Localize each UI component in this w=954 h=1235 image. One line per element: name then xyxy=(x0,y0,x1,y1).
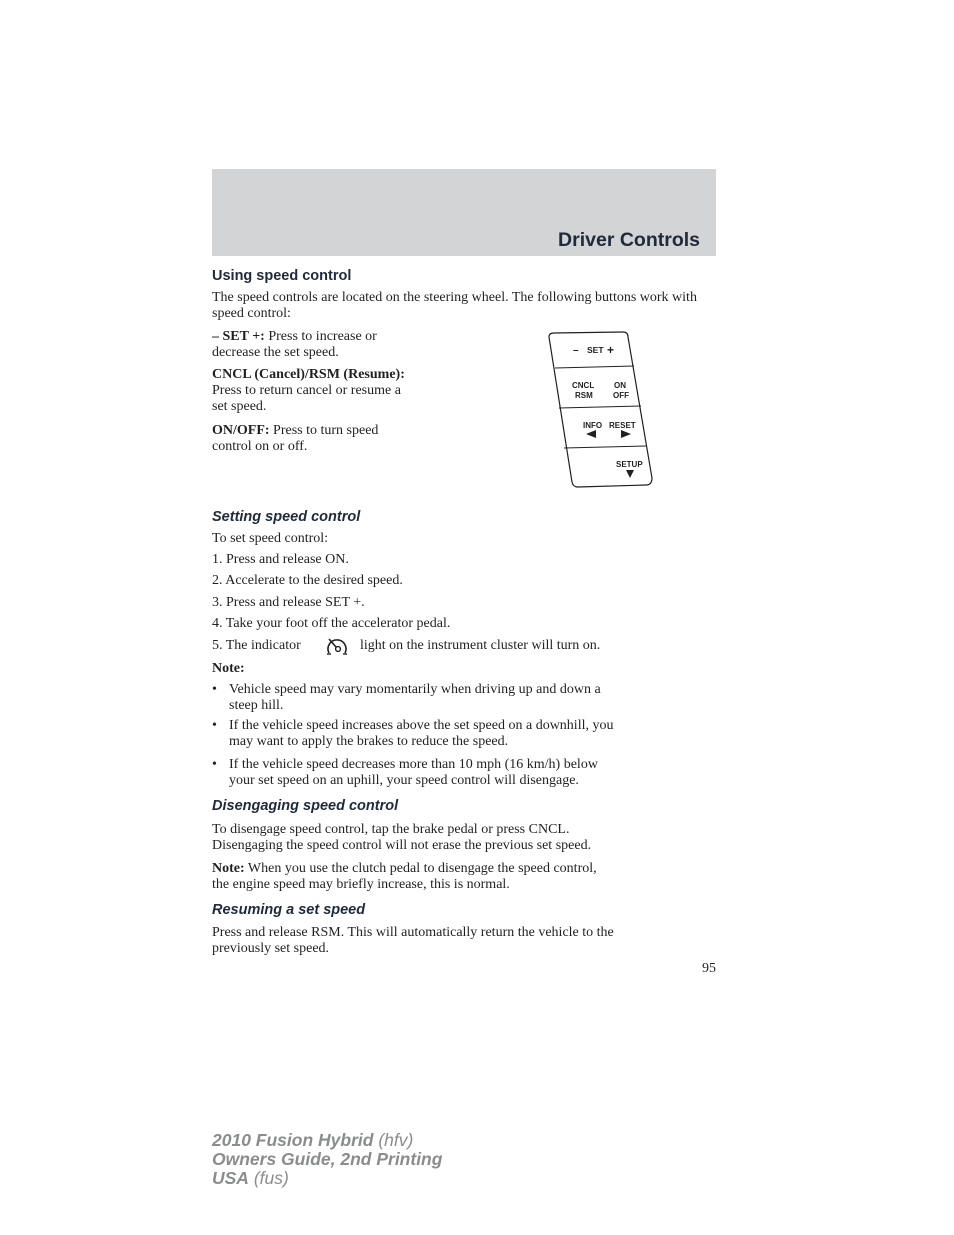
disengage-line-1: To disengage speed control, tap the brake pedal or press CNCL. xyxy=(212,822,570,837)
note-label-text: Note: xyxy=(212,661,245,676)
set-description xyxy=(212,329,377,361)
footer-market: USA xyxy=(212,1168,249,1188)
step-5: 5. The indicator xyxy=(212,638,301,653)
bullet-text-line: If the vehicle speed increases above the set speed on a downhill, you xyxy=(229,718,614,733)
footer-model-code: (hfv) xyxy=(378,1130,414,1150)
page-number: 95 xyxy=(702,961,716,976)
onoff-description xyxy=(212,423,378,455)
set-text-2: decrease the set speed. xyxy=(212,345,339,360)
clutch-note-line-2: the engine speed may briefly increase, this is normal. xyxy=(212,877,510,892)
resume-paragraph xyxy=(212,925,614,957)
footer-guide: Owners Guide, 2nd Printing xyxy=(212,1149,443,1169)
header-band xyxy=(212,169,716,256)
disengage-line-2: Disengaging the speed control will not erase the previous set speed. xyxy=(212,838,592,853)
onoff-text-1: Press to turn speed xyxy=(273,423,379,438)
set-label: – SET +: xyxy=(212,329,265,344)
bullet-text-line: If the vehicle speed decreases more than 10 mph (16 km/h) below xyxy=(229,757,598,772)
info-button-label: INFO xyxy=(583,421,603,430)
cncl-label: CNCL (Cancel)/RSM (Resume): xyxy=(212,367,405,382)
cncl-text-1: Press to return cancel or resume a xyxy=(212,383,401,398)
minus-label: – xyxy=(573,345,579,356)
footer-model: 2010 Fusion Hybrid xyxy=(212,1130,374,1150)
resume-line-1: Press and release RSM. This will automatically return the vehicle to the xyxy=(212,925,614,940)
bullet-text-line: Vehicle speed may vary momentarily when driving up and down a xyxy=(229,682,601,697)
off-button-label: OFF xyxy=(613,391,629,400)
speed-control-buttons-diagram xyxy=(540,328,660,492)
intro-paragraph: The speed controls are located on the steering wheel. The following buttons work with speed control: xyxy=(212,290,697,321)
heading-using-speed-control: Using speed control xyxy=(212,268,352,284)
clutch-note-label: Note: xyxy=(212,861,245,876)
onoff-text-2: control on or off. xyxy=(212,439,308,454)
set-text-1: Press to increase or xyxy=(268,329,377,344)
reset-button-label: RESET xyxy=(609,421,636,430)
bullet-dot-icon: • xyxy=(212,718,217,733)
cncl-description xyxy=(212,367,405,415)
cncl-button-label: CNCL xyxy=(572,381,595,390)
plus-label: + xyxy=(607,343,615,357)
step-4: 4. Take your foot off the accelerator pedal. xyxy=(212,616,451,631)
footer-publication-info xyxy=(212,1131,442,1188)
bullet-dot-icon: • xyxy=(212,682,217,697)
setting-intro: To set speed control: xyxy=(212,531,329,546)
step-1: 1. Press and release ON. xyxy=(212,552,349,567)
step-2: 2. Accelerate to the desired speed. xyxy=(212,573,403,588)
onoff-label: ON/OFF: xyxy=(212,423,270,438)
on-button-label: ON xyxy=(614,381,626,390)
heading-setting-speed-control: Setting speed control xyxy=(212,509,361,525)
bullet-text-line: may want to apply the brakes to reduce the speed. xyxy=(229,734,509,749)
disengage-paragraph xyxy=(212,822,591,854)
speed-control-indicator-icon xyxy=(325,636,349,658)
bullet-text-line: steep hill. xyxy=(229,698,284,713)
resume-line-2: previously set speed. xyxy=(212,941,330,956)
step-3: 3. Press and release SET +. xyxy=(212,595,365,610)
note-label xyxy=(212,661,245,677)
heading-disengaging-speed-control: Disengaging speed control xyxy=(212,798,399,814)
step-5-suffix: light on the instrument cluster will turn on. xyxy=(360,638,601,653)
bullet-dot-icon: • xyxy=(212,757,217,772)
bullet-text-line: your set speed on an uphill, your speed control will disengage. xyxy=(229,773,579,788)
clutch-note xyxy=(212,861,597,893)
section-title: Driver Controls xyxy=(558,229,700,251)
heading-resuming-set-speed: Resuming a set speed xyxy=(212,902,366,918)
setup-button-label: SETUP xyxy=(616,460,643,469)
clutch-note-line-1: When you use the clutch pedal to disengage the speed control, xyxy=(247,861,597,876)
set-button-label: SET xyxy=(587,345,604,355)
cncl-text-2: set speed. xyxy=(212,399,267,414)
rsm-button-label: RSM xyxy=(575,391,593,400)
footer-market-code: (fus) xyxy=(253,1168,289,1188)
